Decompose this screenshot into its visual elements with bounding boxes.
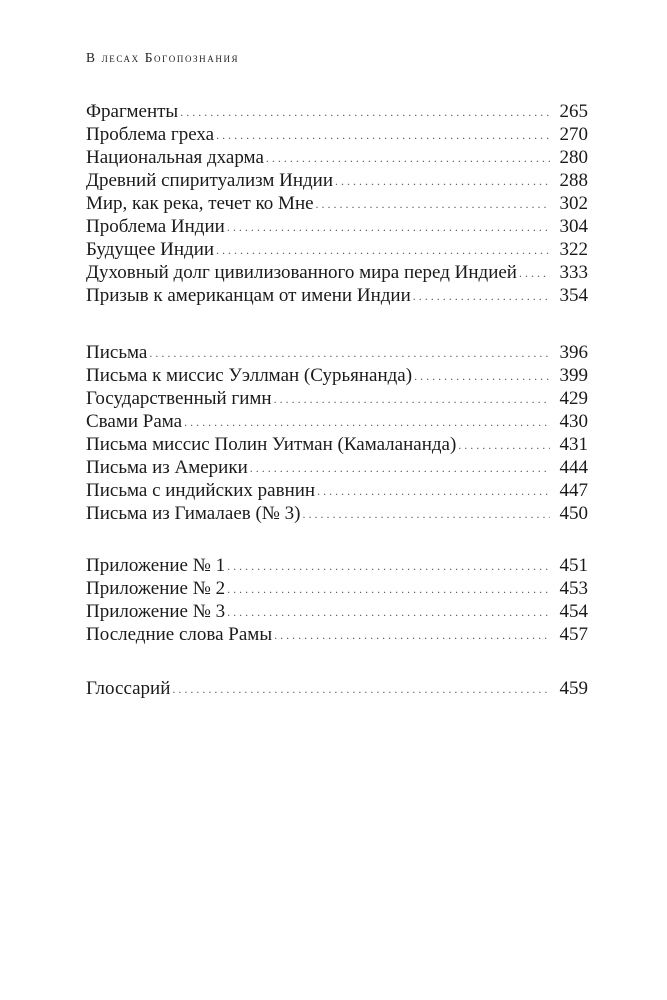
toc-entry-title: Глоссарий	[86, 678, 171, 699]
toc-entry-page: 457	[559, 624, 588, 645]
toc-entry[interactable]	[86, 502, 588, 525]
dot-leader	[216, 124, 550, 147]
toc-entry-title: Проблема Индии	[86, 216, 225, 237]
toc-entry[interactable]	[86, 677, 588, 700]
toc-entry[interactable]	[86, 410, 588, 433]
toc-entry[interactable]	[86, 341, 588, 364]
toc-entry[interactable]	[86, 100, 588, 123]
toc-entry-page: 396	[559, 342, 588, 363]
toc-entry-page: 447	[559, 480, 588, 501]
toc-entry-page: 429	[559, 388, 588, 409]
toc-entry[interactable]	[86, 215, 588, 238]
toc-entry-title: Древний спиритуализм Индии	[86, 170, 334, 191]
toc-entry[interactable]	[86, 554, 588, 577]
dot-leader	[149, 342, 550, 365]
toc-entry[interactable]	[86, 479, 588, 502]
dot-leader	[227, 601, 550, 624]
toc-entry[interactable]	[86, 623, 588, 646]
dot-leader	[227, 555, 550, 578]
toc-entry-title: Национальная дхарма	[86, 147, 264, 168]
dot-leader	[316, 193, 550, 216]
toc-group-letters	[86, 341, 588, 525]
toc-entry-title: Призыв к американцам от имени Индии	[86, 285, 411, 306]
toc-entry-title: Письма с индийских равнин	[86, 480, 316, 501]
toc-entry[interactable]	[86, 600, 588, 623]
toc-entry-title: Духовный долг цивилизованного мира перед Индией	[86, 262, 517, 283]
toc-entry[interactable]	[86, 123, 588, 146]
toc-entry-page: 280	[559, 147, 588, 168]
toc-entry[interactable]	[86, 387, 588, 410]
dot-leader	[184, 411, 550, 434]
dot-leader	[266, 147, 550, 170]
dot-leader	[172, 678, 550, 701]
dot-leader	[335, 170, 550, 193]
toc-entry-page: 354	[559, 285, 588, 306]
dot-leader	[216, 239, 550, 262]
toc-entry-page: 399	[559, 365, 588, 386]
dot-leader	[519, 262, 550, 285]
toc-entry-title: Письма к миссис Уэллман (Сурьянанда)	[86, 365, 413, 386]
dot-leader	[317, 480, 550, 503]
toc-entry-title: Письма из Америки	[86, 457, 248, 478]
toc-entry-title: Письма миссис Полин Уитман (Камалананда)	[86, 434, 457, 455]
toc-entry-page: 288	[559, 170, 588, 191]
toc-entry[interactable]	[86, 284, 588, 307]
toc-entry-title: Фрагменты	[86, 101, 179, 122]
toc-entry[interactable]	[86, 238, 588, 261]
toc-entry-page: 444	[559, 457, 588, 478]
toc-entry-page: 451	[559, 555, 588, 576]
toc-entry-page: 270	[559, 124, 588, 145]
toc-entry-page: 454	[559, 601, 588, 622]
toc-entry-title: Письма	[86, 342, 148, 363]
toc-entry-page: 265	[559, 101, 588, 122]
dot-leader	[458, 434, 550, 457]
running-head: В лесах Богопознания	[86, 50, 240, 65]
toc-entry[interactable]	[86, 577, 588, 600]
dot-leader	[303, 503, 550, 526]
toc-entry[interactable]	[86, 456, 588, 479]
toc-entry-page: 322	[559, 239, 588, 260]
toc-group-fragments	[86, 100, 588, 307]
dot-leader	[274, 624, 550, 647]
dot-leader	[250, 457, 550, 480]
toc-entry[interactable]	[86, 192, 588, 215]
toc-group-glossary	[86, 677, 588, 700]
toc-entry-page: 333	[559, 262, 588, 283]
toc-entry-title: Приложение № 1	[86, 555, 226, 576]
toc-entry-page: 304	[559, 216, 588, 237]
toc-entry[interactable]	[86, 364, 588, 387]
toc-entry-page: 431	[559, 434, 588, 455]
toc-entry-title: Мир, как река, течет ко Мне	[86, 193, 314, 214]
toc-entry-title: Последние слова Рамы	[86, 624, 273, 645]
dot-leader	[274, 388, 550, 411]
dot-leader	[414, 365, 550, 388]
toc-entry-title: Письма из Гималаев (№ 3)	[86, 503, 301, 524]
toc-group-appendices	[86, 554, 588, 646]
toc-entry[interactable]	[86, 146, 588, 169]
toc-entry-title: Государственный гимн	[86, 388, 272, 409]
toc-entry-title: Будущее Индии	[86, 239, 215, 260]
toc-entry-page: 459	[559, 678, 588, 699]
toc-entry-title: Проблема греха	[86, 124, 215, 145]
toc-entry-page: 302	[559, 193, 588, 214]
toc-entry-title: Приложение № 3	[86, 601, 226, 622]
dot-leader	[227, 216, 550, 239]
toc-entry-title: Приложение № 2	[86, 578, 226, 599]
toc-entry[interactable]	[86, 261, 588, 284]
dot-leader	[413, 285, 550, 308]
toc-entry[interactable]	[86, 433, 588, 456]
toc-entry-page: 450	[559, 503, 588, 524]
dot-leader	[180, 101, 550, 124]
toc-entry-page: 430	[559, 411, 588, 432]
dot-leader	[227, 578, 550, 601]
toc-entry-title: Свами Рама	[86, 411, 183, 432]
toc-entry[interactable]	[86, 169, 588, 192]
toc-entry-page: 453	[559, 578, 588, 599]
